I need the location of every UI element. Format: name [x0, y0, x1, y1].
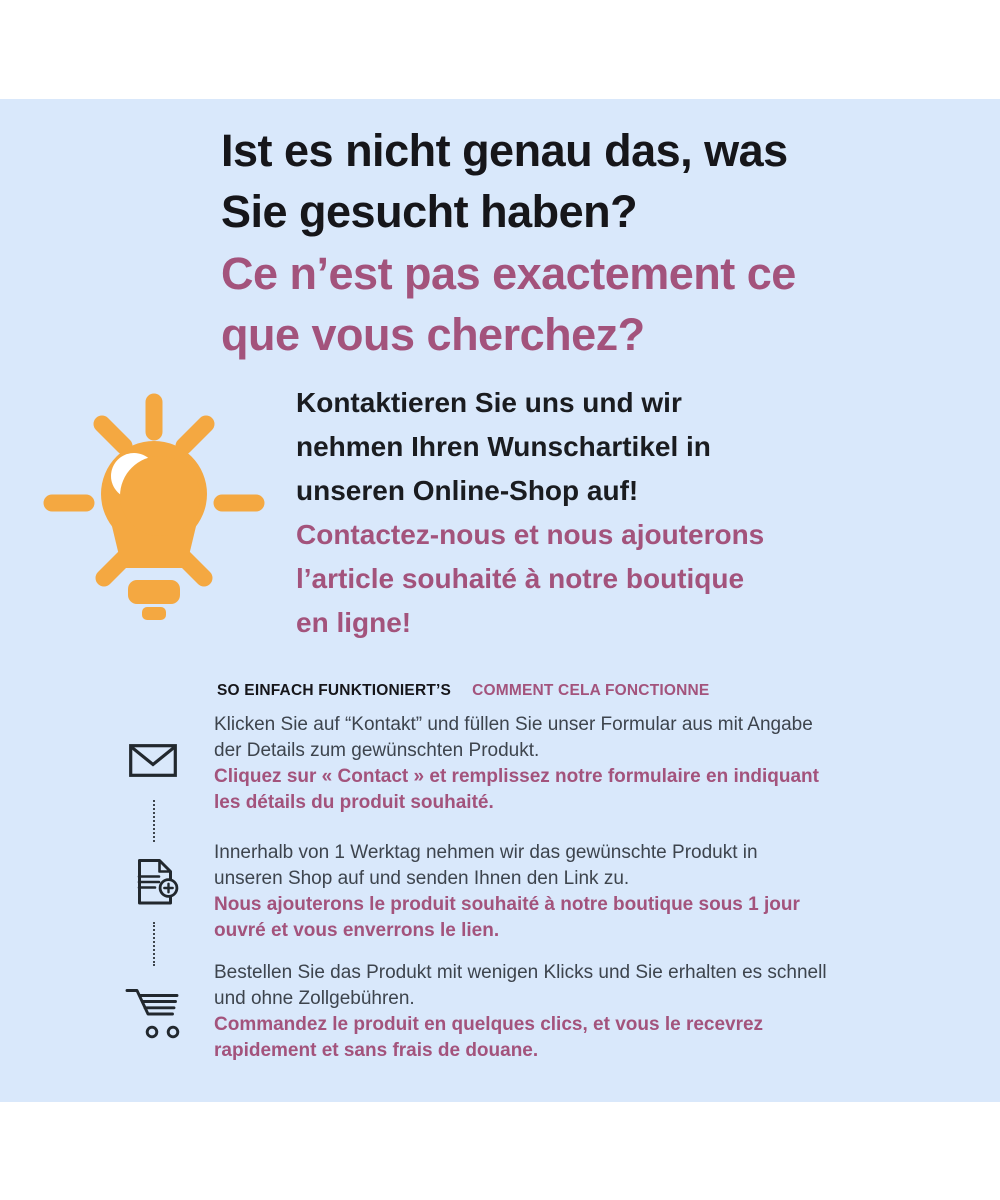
text-line: Ist es nicht genau das, was	[221, 125, 788, 176]
step-2-text	[214, 840, 944, 944]
text-line: Klicken Sie auf “Kontakt” und füllen Sie unser Formular aus mit Angabe	[214, 714, 813, 735]
text-line: nehmen Ihren Wunschartikel in	[296, 431, 711, 462]
text-line: der Details zum gewünschten Produkt.	[214, 740, 540, 761]
text-line: Ce n’est pas exactement ce	[221, 248, 796, 299]
title-german	[221, 120, 788, 242]
dotted-connector	[153, 800, 155, 842]
text-line: und ohne Zollgebühren.	[214, 988, 415, 1009]
lightbulb-icon	[40, 390, 268, 625]
text-line: rapidement et sans frais de douane.	[214, 1040, 539, 1061]
text-line: Commandez le produit en quelques clics, et vous le recevrez	[214, 1014, 764, 1035]
text-line: Contactez-nous et nous ajouterons	[296, 519, 765, 550]
text-line: Innerhalb von 1 Werktag nehmen wir das gewünschte Produkt in	[214, 842, 758, 863]
text-line: en ligne!	[296, 607, 412, 638]
text-line: Cliquez sur « Contact » et remplissez notre formulaire en indiquant	[214, 766, 819, 787]
dotted-connector	[153, 922, 155, 966]
title-french	[221, 243, 796, 365]
text-line: Bestellen Sie das Produkt mit wenigen Klicks und Sie erhalten es schnell	[214, 962, 827, 983]
envelope-icon	[129, 744, 177, 777]
text-line: Sie gesucht haben?	[221, 186, 638, 237]
text-line: Kontaktieren Sie uns und wir	[296, 387, 682, 418]
step-1-text	[214, 712, 944, 816]
text-line: unseren Online-Shop auf!	[296, 475, 639, 506]
text-line: ouvré et vous enverrons le lien.	[214, 920, 500, 941]
step-3-text	[214, 960, 944, 1064]
text-line: les détails du produit souhaité.	[214, 792, 494, 813]
heading-french: COMMENT CELA FONCTIONNE	[472, 682, 710, 699]
how-it-works-heading	[217, 682, 709, 700]
shopping-cart-icon	[124, 988, 182, 1040]
text-line: Nous ajouterons le produit souhaité à notre boutique sous 1 jour	[214, 894, 800, 915]
text-line: unseren Shop auf und senden Ihnen den Link zu.	[214, 868, 630, 889]
document-add-icon	[130, 859, 180, 906]
text-line: l’article souhaité à notre boutique	[296, 563, 745, 594]
lead-text	[296, 381, 764, 645]
text-line: que vous cherchez?	[221, 309, 645, 360]
heading-german: SO EINFACH FUNKTIONIERT’S	[217, 682, 452, 699]
